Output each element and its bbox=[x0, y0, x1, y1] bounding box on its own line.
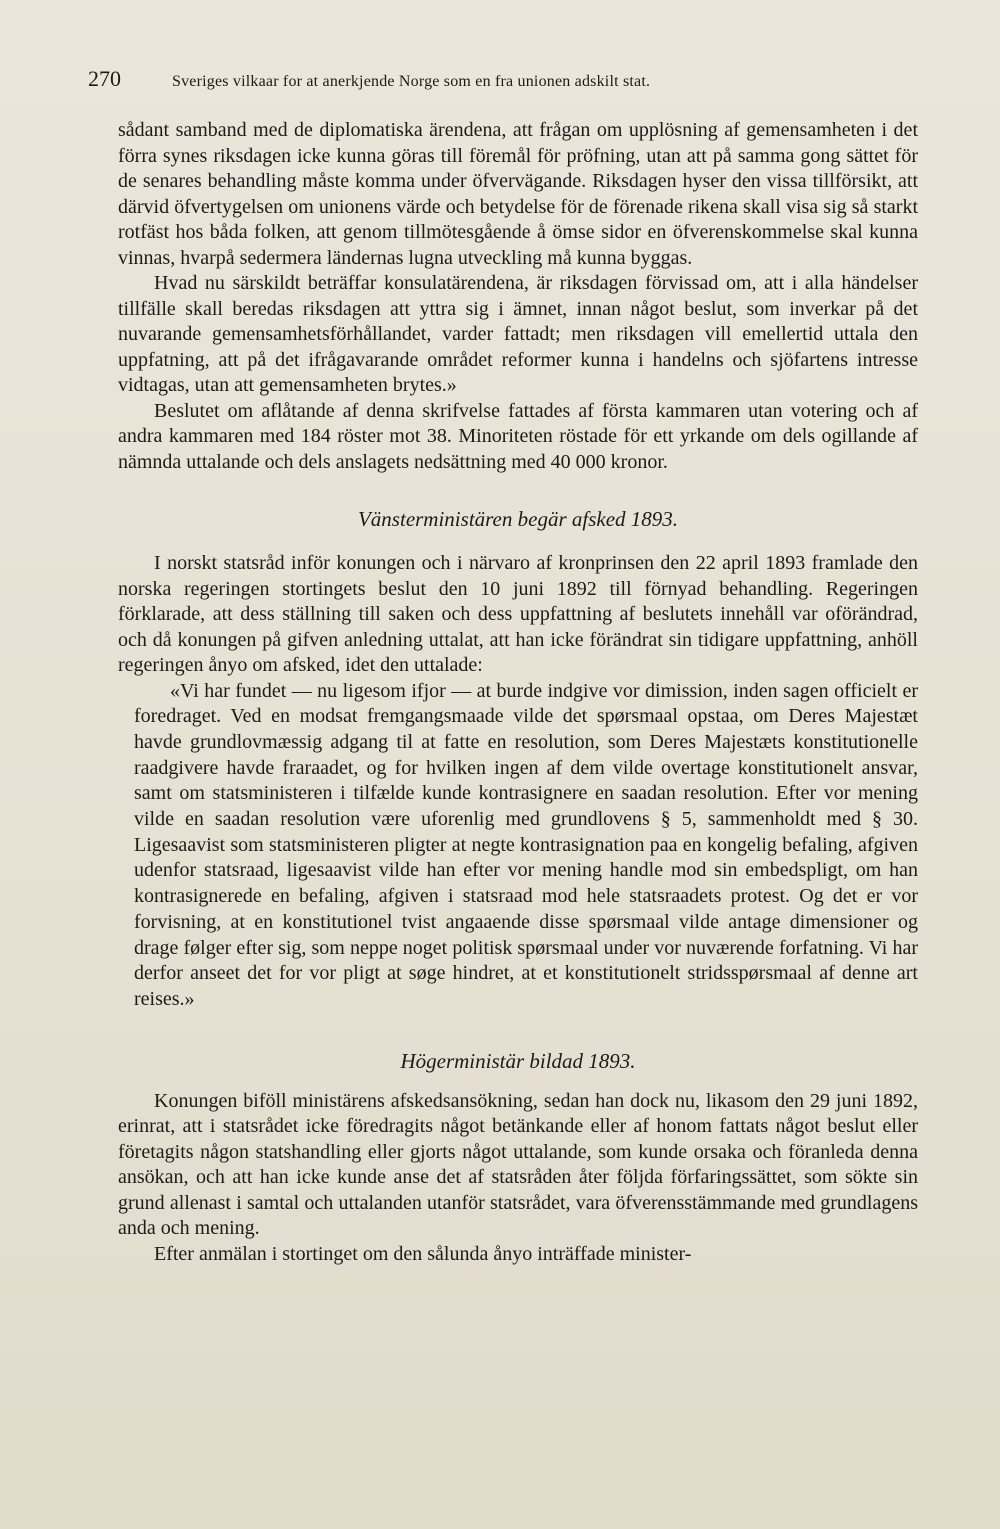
running-head bbox=[88, 66, 928, 100]
paragraph-2: Hvad nu särskildt beträffar konsulatärendena, är riksdagen förvissad om, att i alla händelser tillfälle skall beredas riksdagen att yttra sig i ämnet, innan något beslut, som inverkar på det nuvarande gemensamhetsförhållandet, varder fattadt; men riksdagen vill emellertid uttala den uppfatning, att på det ifrågavarande området reformer kunna i handelns och sjöfartens intresse vidtagas, utan att gemensamheten brytes.» bbox=[118, 272, 918, 396]
paragraph-4: I norskt statsråd inför konungen och i närvaro af kronprinsen den 22 april 1893 framlade den norska regeringen stortingets beslut den 10 juni 1892 till förnyad behandling. Regeringen förklarade, att dess ställning till saken och dess uppfattning af beslutets innehåll var oförändrad, och då konungen på gifven anledning uttalat, att han icke förändrat sin tidigare uppfattning, anhöll regeringen ånyo om afsked, idet den uttalade: bbox=[118, 552, 918, 676]
section-heading-hogerministar: Högerministär bildad 1893. bbox=[400, 1048, 636, 1073]
page-text bbox=[118, 118, 918, 1267]
paragraph-1: sådant samband med de diplomatiska ärendena, att frågan om upplösning af gemensamheten i det förra synes riksdagen icke kunna göras till föremål för pröfning, utan att på samma gong sättet för de senares behandling måste komma under öfvervägande. Riksdagen hyser den vissa tillförsikt, att därvid öfvertygelsen om unionens värde och betydelse för de förenade rikena skall visa sig så starkt rotfäst hos båda folken, att genom tillmötesgående å ömse sidor en öfverenskommelse skal kunna vinnas, hvarpå sedermera ländernas lugna utveckling må kunna byggas. bbox=[118, 119, 918, 269]
paragraph-6: Efter anmälan i stortinget om den sålunda ånyo inträffade minister- bbox=[154, 1242, 692, 1265]
page-number: 270 bbox=[88, 66, 121, 91]
paragraph-5: Konungen biföll ministärens afskedsansökning, sedan han dock nu, likasom den 29 juni 1892, erinrat, att i statsrådet icke föredragits något betänkande eller af honom fattats något beslut eller företagits någon statshandling eller gjorts något uttalande, som kunde orsaka och föranleda denna ansökan, och att han icke kunde anse det af statsråden åter följda förfaringssättet, som sökte sin grund allenast i samtal och uttalanden utanför statsrådet, vara öfverensstämmande med grundlagens anda och mening. bbox=[118, 1089, 918, 1240]
paragraph-3: Beslutet om aflåtande af denna skrifvelse fattades af första kammaren utan votering och af andra kammaren med 184 röster mot 38. Minoriteten röstade för ett yrkande om dels ogillande af nämnda uttalande och dels anslagets nedsättning med 40 000 kronor. bbox=[118, 399, 918, 473]
running-title: Sveriges vilkaar for at anerkjende Norge som en fra unionen adskilt stat. bbox=[172, 73, 651, 90]
quoted-statement: «Vi har fundet — nu ligesom ifjor — at burde indgive vor dimission, inden sagen officielt er foredraget. Ved en modsat fremgangsmaade vilde det spørsmaal opstaa, om Deres Majestæt havde grundlovmæssig adgang til at fatte en resolution, som Deres Majestæts konstitutionelle raadgivere havde fraraadet, og for hvilken ingen af dem vilde overtage konstitutionelt ansvar, samt om statsministeren i tilfælde kunde kontrasignere en saadan resolution. Efter vor mening vilde en saadan resolution være uforenlig med grundlovens § 5, sammenholdt med § 30. Ligesaavist som statsministeren pligter at negte kontrasignation paa en kongelig befaling, afgiven udenfor statsraad, ligesaavist vilde han efter vor mening handle mod sin embedspligt, om han kontrasignerede en befaling, afgiven i statsraad mod hele statsraadets protest. Og det er vor forvisning, at en konstitutionel tvist angaaende disse spørsmaal vilde antage dimensioner og drage følger efter sig, som neppe noget politisk spørsmaal under vor nuværende forfatning. Vi har derfor anseet det for vor pligt at søge hindret, at et konstitutionelt stridsspørsmaal af denne art reises.» bbox=[134, 679, 918, 1010]
section-heading-vansterministaren: Vänsterministären begär afsked 1893. bbox=[357, 507, 679, 531]
